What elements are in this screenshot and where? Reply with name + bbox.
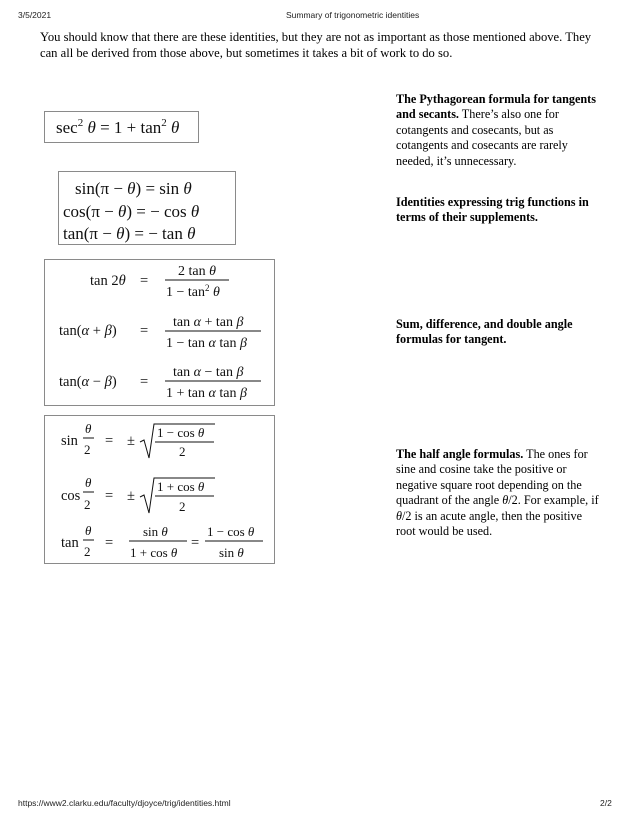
svg-text:tan α + tan β: tan α + tan β <box>173 315 244 330</box>
supplement-formulas <box>59 172 235 244</box>
svg-text:=: = <box>105 535 114 551</box>
svg-text:2: 2 <box>84 497 91 512</box>
supplement-description-title: Identities expressing trig functions in terms of their supplements. <box>396 195 589 225</box>
svg-text:tan α − tan β: tan α − tan β <box>173 365 244 380</box>
half-angle-formulas <box>45 416 274 563</box>
tangent-description-title: Sum, difference, and double angle formulas for tangent. <box>396 317 573 347</box>
intro-paragraph: You should know that there are these identities, but they are not as important as those mentioned above. They can all be derived from those above, but sometimes it takes a bit of work to do so. <box>40 30 592 60</box>
half-angle-description <box>396 447 602 539</box>
svg-text:1 + cos θ: 1 + cos θ <box>157 479 205 494</box>
tangent-description <box>396 317 602 348</box>
svg-text:sin θ: sin θ <box>219 545 244 560</box>
svg-text:2: 2 <box>179 499 186 514</box>
svg-text:sec2 θ = 1 + tan2 θ: $\sec^2 \theta = 1 + \tan^2 \theta$ <box>56 117 180 137</box>
svg-text:θ: θ <box>85 475 92 490</box>
supplement-description <box>396 195 602 226</box>
svg-text:1 − tan α tan β: 1 − tan α tan β <box>166 336 247 351</box>
supplement-formulas-box <box>58 171 236 245</box>
svg-text:2: 2 <box>84 442 91 457</box>
svg-text:tan: tan <box>61 535 79 551</box>
svg-text:=: = <box>140 323 149 339</box>
half-angle-description-text-3: /2 is an acute angle, then the positive root would be used. <box>396 508 583 539</box>
svg-text:±: ± <box>127 433 135 449</box>
half-angle-description-text-1: The ones for sine and cosine take the positive or negative square root depending on the quadrant of the angle <box>396 447 588 508</box>
svg-text:2: 2 <box>179 444 186 459</box>
svg-text:=: = <box>140 273 149 289</box>
tangent-formulas <box>45 260 274 405</box>
svg-text:cos: cos <box>61 488 81 504</box>
print-date: 3/5/2021 <box>18 10 52 20</box>
svg-text:1 − cos θ: 1 − cos θ <box>157 425 205 440</box>
svg-text:tan 2θ: tan 2θ <box>90 273 126 289</box>
half-angle-theta-1: θ <box>502 493 509 508</box>
svg-text:2 tan θ: 2 tan θ <box>178 264 216 279</box>
half-angle-description-text-2: /2. For example, if <box>508 493 599 508</box>
pythagorean-description <box>396 92 602 169</box>
svg-text:sin(π − θ) = sin θ: sin(π − θ) = sin θ <box>75 179 192 198</box>
svg-text:sin θ: sin θ <box>143 524 168 539</box>
pythagorean-description-title: The Pythagorean formula for tangents and secants. <box>396 92 596 122</box>
tangent-formulas-box <box>44 259 275 406</box>
half-angle-description-title: The half angle formulas. <box>396 447 524 461</box>
svg-text:sin: sin <box>61 433 78 449</box>
svg-text:=: = <box>140 374 149 390</box>
svg-text:1 + cos θ: 1 + cos θ <box>130 545 178 560</box>
svg-text:tan(α + β): tan(α + β) <box>59 323 117 339</box>
pythagorean-description-text: There’s also one for cotangents and cosecants, but as cotangents and cosecants are rarely needed, it’s unnecessary. <box>396 107 568 168</box>
svg-text:2: 2 <box>84 544 91 559</box>
svg-text:cos(π − θ) = − cos θ: cos(π − θ) = − cos θ <box>63 202 200 221</box>
svg-text:=: = <box>105 433 114 449</box>
page-number: 2/2 <box>600 798 612 808</box>
svg-text:=: = <box>191 535 200 551</box>
svg-text:θ: θ <box>85 523 92 538</box>
pythagorean-formula-box <box>44 111 199 143</box>
svg-text:1 − cos θ: 1 − cos θ <box>207 524 255 539</box>
svg-text:1 − tan2 θ: $1 - \tan^2 \theta$ <box>166 283 220 300</box>
half-angle-theta-2: θ <box>396 508 402 523</box>
pythagorean-formula <box>45 112 198 142</box>
source-url[interactable]: https://www2.clarku.edu/faculty/djoyce/trig/identities.html <box>18 798 231 808</box>
svg-text:θ: θ <box>85 421 92 436</box>
half-angle-formulas-box <box>44 415 275 564</box>
svg-text:=: = <box>105 488 114 504</box>
svg-text:tan(α − β): tan(α − β) <box>59 374 117 390</box>
svg-text:1 + tan α tan β: 1 + tan α tan β <box>166 386 247 401</box>
svg-text:±: ± <box>127 488 135 504</box>
svg-text:tan(π − θ) = − tan θ: tan(π − θ) = − tan θ <box>63 224 196 243</box>
print-title: Summary of trigonometric identities <box>286 10 420 20</box>
